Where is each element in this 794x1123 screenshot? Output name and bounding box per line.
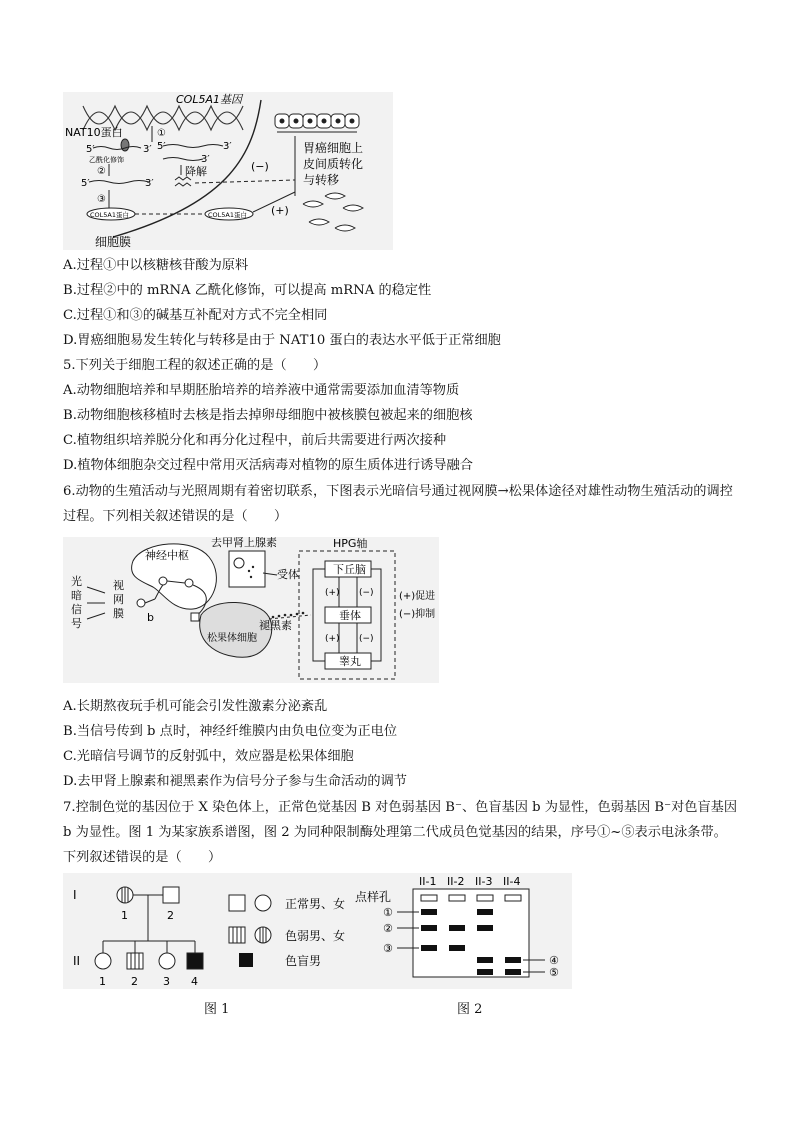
gen-I-label: I [73, 888, 77, 902]
cell-label-2: 皮间质转化 [303, 157, 364, 171]
receptor-label: 受体 [277, 568, 299, 581]
gen-II-label: II [73, 954, 81, 968]
q6-option-a: A.长期熬夜玩手机可能会引发性激素分泌紊乱 [63, 699, 328, 714]
q5-option-a: A.动物细胞培养和早期胚胎培养的培养液中通常需要添加血清等物质 [63, 383, 460, 398]
step2-label: ② [97, 166, 106, 177]
plus-2: (+) [325, 634, 340, 644]
retina-char-1: 视 [113, 579, 124, 592]
neg-sign: (−) [251, 160, 269, 173]
q4-option-a: A.过程①中以核糖核苷酸为原料 [63, 258, 249, 273]
membrane-label: 细胞膜 [95, 235, 132, 249]
band-5-label: ⑤ [549, 966, 559, 979]
legend-blind-text: 色盲男 [285, 954, 322, 968]
band-II3-5 [477, 969, 493, 975]
q5-option-d: D.植物体细胞杂交过程中常用灭活病毒对植物的原生质体进行诱导融合 [63, 458, 473, 473]
gel-box [413, 889, 529, 977]
band-II3-4 [477, 957, 493, 963]
lane-II-2: II-2 [447, 875, 465, 888]
well-label: 点样孔 [355, 890, 392, 904]
cell-label-3: 与转移 [303, 173, 340, 187]
q5-stem: 5.下列关于细胞工程的叙述正确的是（ ） [63, 358, 327, 373]
band-II1-3 [421, 945, 437, 951]
figure2-caption: 图 2 [457, 1002, 483, 1017]
ii4-number: 4 [191, 975, 198, 988]
mrna2-5prime: 5′ [157, 141, 166, 152]
light-char-4: 号 [71, 617, 82, 630]
q6-option-d: D.去甲肾上腺素和褪黑素作为信号分子参与生命活动的调节 [63, 774, 407, 789]
pedigree-diagram [63, 873, 572, 989]
light-char-3: 信 [71, 603, 82, 616]
pedigree-electrophoresis-figure [63, 873, 572, 989]
inhibit-dashed-arrow [195, 180, 295, 183]
q4-option-c: C.过程①和③的碱基互补配对方式不完全相同 [63, 308, 328, 323]
band-II4-4 [505, 957, 521, 963]
mrna4-3prime: 3′ [145, 178, 154, 189]
testis-to-hypothalamus [313, 569, 325, 661]
legend-blind-male [239, 953, 253, 967]
pineal-label: 松果体细胞 [207, 633, 257, 644]
mrna2-3prime: 3′ [223, 141, 232, 152]
cell-label-1: 胃癌细胞上 [303, 141, 364, 155]
q4-option-b: B.过程②中的 mRNA 乙酰化修饰，可以提高 mRNA 的稳定性 [63, 283, 432, 298]
q6-stem: 6.动物的生殖活动与光照周期有着密切联系，下图表示光暗信号通过视网膜→松果体途径对雄性动物生殖活动的调控过程。下列相关叙述错误的是（ ） [63, 484, 733, 524]
ii1-number: 1 [99, 975, 106, 988]
mrna-strand-2 [163, 145, 223, 148]
vesicle [234, 558, 244, 568]
i2-normal-male [163, 887, 179, 903]
ii3-number: 3 [163, 975, 170, 988]
lane-II-4: II-4 [503, 875, 521, 888]
legend-normal-female [255, 895, 271, 911]
synapse-inset [229, 551, 265, 587]
nat10-label: NAT10蛋白 [65, 126, 123, 139]
mrna4-5prime: 5′ [81, 178, 90, 189]
minus-1: (−) [359, 588, 374, 598]
protein-label-outside: COL5A1蛋白 [208, 211, 247, 219]
acetyl-label: 乙酰化修饰 [89, 156, 124, 164]
mrna-strand-3 [163, 158, 203, 161]
epithelial-cells [275, 114, 359, 128]
i2-number: 2 [167, 909, 174, 922]
mrna3-3prime: 3′ [201, 154, 210, 165]
hpg-axis-diagram [63, 537, 439, 683]
hpg-axis-figure [63, 537, 439, 683]
band-II2-3 [449, 945, 465, 951]
band-II2-2 [449, 925, 465, 931]
q5-option-c: C.植物组织培养脱分化和再分化过程中，前后共需要进行两次接种 [63, 433, 447, 448]
mrna-5prime: 5′ [86, 144, 95, 155]
ii2-number: 2 [131, 975, 138, 988]
pos-sign: (+) [271, 204, 289, 217]
legend-weak-text: 色弱男、女 [285, 929, 346, 943]
legend-inhibit: (−)抑制 [399, 609, 436, 620]
synapse-box [191, 613, 199, 621]
plus-1: (+) [325, 588, 340, 598]
nerve-center-label: 神经中枢 [145, 549, 189, 562]
degrade-label: 降解 [185, 165, 207, 178]
q5-option-b: B.动物细胞核移植时去核是指去掉卵母细胞中被核膜包被起来的细胞核 [63, 408, 473, 423]
ii4-blind-male [187, 953, 203, 969]
band-2-label: ② [383, 922, 393, 935]
norepi-label: 去甲肾上腺素 [211, 537, 277, 549]
lane-II-3: II-3 [475, 875, 493, 888]
center-neuron-1 [159, 577, 167, 585]
retina-axon [145, 599, 155, 603]
degraded-fragments [175, 177, 191, 186]
light-arrow-1 [87, 587, 105, 593]
minus-2: (−) [359, 634, 374, 644]
mrna-3prime: 3′ [143, 144, 152, 155]
step1-label: ① [157, 128, 166, 139]
light-char-2: 暗 [71, 589, 82, 602]
band-4-label: ④ [549, 954, 559, 967]
light-arrow-3 [87, 613, 105, 619]
retina-char-2: 网 [113, 593, 124, 606]
figure1-caption: 图 1 [204, 1002, 230, 1017]
band-II4-5 [505, 969, 521, 975]
outer-feedback [371, 569, 381, 661]
q4-option-d: D.胃癌细胞易发生转化与转移是由于 NAT10 蛋白的表达水平低于正常细胞 [63, 333, 501, 348]
retina-char-3: 膜 [113, 607, 124, 620]
mesenchymal-cells [303, 193, 363, 231]
center-neuron-2 [185, 579, 193, 587]
ii3-normal-female [159, 953, 175, 969]
testis-label: 睾丸 [339, 655, 361, 668]
q6-option-c: C.光暗信号调节的反射弧中，效应器是松果体细胞 [63, 749, 354, 764]
light-char-1: 光 [71, 575, 82, 588]
hpg-label: HPG轴 [333, 537, 368, 550]
band-II1-1 [421, 909, 437, 915]
mrna-strand [93, 147, 141, 150]
gene-label: COL5A1基因 [176, 93, 242, 106]
retina-neuron [137, 599, 145, 607]
melatonin-label: 褪黑素 [259, 619, 292, 632]
gene-expression-figure [63, 92, 393, 250]
band-3-label: ③ [383, 942, 393, 955]
gene-expression-diagram [63, 92, 393, 250]
band-II3-2 [477, 925, 493, 931]
legend-normal-text: 正常男、女 [285, 897, 346, 911]
q6-option-b: B.当信号传到 b 点时，神经纤维膜内由负电位变为正电位 [63, 724, 398, 739]
pituitary-label: 垂体 [339, 609, 361, 622]
band-II1-2 [421, 925, 437, 931]
protein-label-inside: COL5A1蛋白 [90, 211, 129, 219]
i1-number: 1 [121, 909, 128, 922]
legend-normal-male [229, 895, 245, 911]
hypothalamus-label: 下丘脑 [333, 563, 366, 576]
ii1-normal-female [95, 953, 111, 969]
lane-II-1: II-1 [419, 875, 437, 888]
band-II3-1 [477, 909, 493, 915]
b-point-label: b [147, 611, 154, 624]
mrna-strand-4 [89, 181, 149, 184]
step3-label: ③ [97, 194, 106, 205]
q7-stem: 7.控制色觉的基因位于 X 染色体上，正常色觉基因 B 对色弱基因 B⁻、色盲基因 b 为显性，色弱基因 B⁻对色盲基因 b 为显性。图 1 为某家族系谱图，图 2 为同种限制酶处理第二代成员色觉基因的结果，序号①~⑤表示电泳条带。下列叙述错误的是（ ） [63, 800, 738, 865]
band-1-label: ① [383, 906, 393, 919]
dna-strand-2 [83, 106, 243, 124]
legend-promote: (+)促进 [399, 591, 436, 602]
